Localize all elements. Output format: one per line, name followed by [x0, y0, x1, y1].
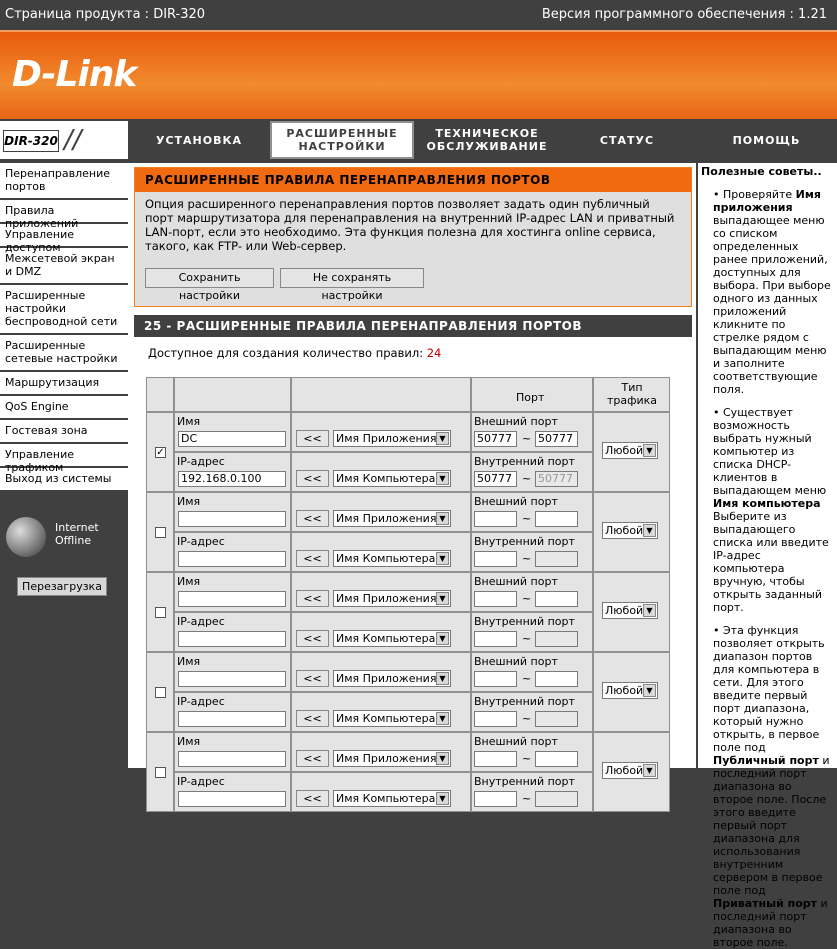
rules-title: 25 - РАСШИРЕННЫЕ ПРАВИЛА ПЕРЕНАПРАВЛЕНИЯ ПОРТОВ [134, 315, 692, 337]
rule-enable-checkbox[interactable] [155, 687, 166, 698]
traffic-type-value: Любой [605, 524, 644, 537]
chevron-down-icon: ▼ [436, 472, 449, 485]
rule-ip-input[interactable] [178, 711, 286, 727]
rule-int-port-cell [471, 452, 593, 492]
chevron-down-icon: ▼ [436, 752, 449, 765]
int-port-label: Внутренний порт [474, 455, 575, 468]
app-name-select[interactable] [333, 670, 451, 687]
header-type-cell [593, 377, 670, 412]
model-name: DIR-320 [3, 130, 59, 152]
ext-port-from-input[interactable] [474, 591, 517, 607]
name-label: Имя [177, 655, 201, 668]
sidebar-item-port-forwarding[interactable]: Перенаправление портов [0, 163, 128, 198]
rule-app-cell [291, 572, 471, 612]
app-name-select-value: Имя Приложения [336, 592, 437, 605]
copy-app-button[interactable]: << [296, 430, 329, 447]
sidebar-item-logout[interactable]: Выход из системы [0, 468, 128, 490]
help-tip-2: • Существует возможность выбрать нужный компьютер из списка DHCP-клиентов в выпадающем меню Имя компьютера Выберите из выпадающего списка или введите IP-адрес компьютера вручную, чтобы открыть заданный порт. [713, 406, 829, 614]
pc-name-select[interactable] [333, 550, 451, 567]
rule-int-port-cell [471, 772, 593, 812]
ext-port-from-input[interactable] [474, 751, 517, 767]
sidebar-item-app-rules[interactable]: Правила приложений [0, 200, 128, 222]
col-port-label: Порт [516, 391, 545, 404]
help-tip-3: • Эта функция позволяет открыть диапазон портов для компьютера в сети. Для этого введите первый порт диапазона, который нужно открыть, в первое поле под Публичный порт и последний порт диапазона во второе поле. После этого введите первый порт диапазона для использования внутренним сервером в первое поле под Приватный порт и последний порт диапазона во второе поле. [713, 624, 830, 949]
rule-name-input[interactable]: DC [178, 431, 286, 447]
pc-name-select[interactable] [333, 790, 451, 807]
model-badge [0, 121, 128, 159]
rule-app-cell [291, 412, 471, 452]
ip-label: IP-адрес [177, 455, 225, 468]
name-label: Имя [177, 575, 201, 588]
rule-pc-cell [291, 612, 471, 652]
rule-name-input[interactable] [178, 591, 286, 607]
copy-pc-button[interactable]: << [296, 790, 329, 807]
tab-setup[interactable]: УСТАНОВКА [155, 133, 243, 147]
rule-name-cell [174, 652, 291, 692]
col-type-label: Тип трафика [606, 381, 658, 407]
int-port-from-input[interactable] [474, 551, 517, 567]
header-cell [291, 377, 471, 412]
traffic-type-select[interactable] [602, 762, 658, 779]
rule-pc-cell [291, 772, 471, 812]
int-port-label: Внутренний порт [474, 615, 575, 628]
ext-port-label: Внешний порт [474, 495, 558, 508]
rule-check-cell [146, 492, 174, 572]
chevron-down-icon: ▼ [643, 444, 656, 457]
pc-name-select[interactable] [333, 710, 451, 727]
pc-name-select[interactable] [333, 630, 451, 647]
chevron-down-icon: ▼ [643, 524, 656, 537]
copy-app-button[interactable]: << [296, 670, 329, 687]
sidebar-item-routing[interactable]: Маршрутизация [0, 372, 128, 394]
chevron-down-icon: ▼ [436, 792, 449, 805]
tab-status[interactable]: СТАТУС [599, 133, 655, 147]
int-port-to-input [535, 711, 578, 727]
rule-ip-input[interactable] [178, 791, 286, 807]
intro-title: РАСШИРЕННЫЕ ПРАВИЛА ПЕРЕНАПРАВЛЕНИЯ ПОРТОВ [135, 168, 691, 192]
rule-name-input[interactable] [178, 511, 286, 527]
app-name-select[interactable] [333, 430, 451, 447]
rule-name-input[interactable] [178, 751, 286, 767]
rule-type-cell [593, 652, 670, 732]
app-name-select-value: Имя Приложения [336, 752, 437, 765]
range-tilde: ~ [522, 672, 532, 685]
copy-pc-button[interactable]: << [296, 710, 329, 727]
chevron-down-icon: ▼ [436, 432, 449, 445]
copy-app-button[interactable]: << [296, 750, 329, 767]
traffic-type-value: Любой [605, 764, 644, 777]
chevron-down-icon: ▼ [436, 712, 449, 725]
int-port-to-input [535, 791, 578, 807]
chevron-down-icon: ▼ [643, 684, 656, 697]
rule-app-cell [291, 492, 471, 532]
globe-icon [6, 517, 46, 557]
ip-label: IP-адрес [177, 775, 225, 788]
rule-pc-cell [291, 452, 471, 492]
int-port-from-input[interactable] [474, 711, 517, 727]
int-port-to-input [535, 551, 578, 567]
dlink-logo: D-Link [12, 54, 137, 95]
range-tilde: ~ [522, 432, 532, 445]
sidebar-item-wireless[interactable]: Расширенные настройки беспроводной сети [0, 285, 128, 333]
rule-ip-cell [174, 772, 291, 812]
header-cell [174, 377, 291, 412]
help-title: Полезные советы.. [701, 165, 822, 178]
rule-type-cell [593, 572, 670, 652]
int-port-to-input [535, 631, 578, 647]
pc-name-select-value: Имя Компьютера [336, 792, 436, 805]
ext-port-to-input[interactable]: 50777 [535, 431, 578, 447]
traffic-type-select[interactable] [602, 602, 658, 619]
app-name-select[interactable] [333, 750, 451, 767]
copy-app-button[interactable]: << [296, 510, 329, 527]
rule-ip-cell [174, 612, 291, 652]
rule-pc-cell [291, 692, 471, 732]
rule-check-cell [146, 652, 174, 732]
copy-app-button[interactable]: << [296, 590, 329, 607]
rule-enable-checkbox[interactable] [155, 767, 166, 778]
ext-port-to-input[interactable] [535, 591, 578, 607]
int-port-label: Внутренний порт [474, 535, 575, 548]
rule-ip-cell [174, 532, 291, 572]
rule-name-cell [174, 732, 291, 772]
rule-app-cell [291, 652, 471, 692]
copy-pc-button[interactable]: << [296, 550, 329, 567]
rule-name-cell [174, 572, 291, 612]
rule-ip-cell [174, 452, 291, 492]
traffic-type-select[interactable] [602, 682, 658, 699]
rule-type-cell [593, 412, 670, 492]
pc-name-select-value: Имя Компьютера [336, 712, 436, 725]
rule-ip-input[interactable] [178, 551, 286, 567]
sidebar-item-qos[interactable]: QoS Engine [0, 396, 128, 418]
pc-name-select-value: Имя Компьютера [336, 632, 436, 645]
rule-int-port-cell [471, 532, 593, 572]
pc-name-select-value: Имя Компьютера [336, 472, 436, 485]
range-tilde: ~ [522, 792, 532, 805]
int-port-from-input[interactable] [474, 791, 517, 807]
sidebar [0, 163, 128, 492]
pc-name-select[interactable] [333, 470, 451, 487]
sidebar-item-network[interactable]: Расширенные сетевые настройки [0, 335, 128, 370]
firmware-label: Версия программного обеспечения : 1.21 [541, 7, 827, 22]
available-count: 24 [426, 346, 442, 360]
help-tip-1: • Проверяйте Имя приложения выпадающее меню со списком определенных ранее приложений, доступных для выбора. При выборе одного из данных приложений кликните по стрелке рядом с выпадающим меню и заполните соответствующие поля. [713, 188, 831, 396]
int-port-label: Внутренний порт [474, 695, 575, 708]
reboot-button[interactable]: Перезагрузка [17, 577, 107, 596]
ip-label: IP-адрес [177, 615, 225, 628]
sidebar-item-firewall[interactable]: Межсетевой экран и DMZ [0, 248, 128, 283]
rule-enable-checkbox[interactable]: ✓ [156, 447, 165, 458]
rule-ext-port-cell [471, 652, 593, 692]
rule-check-cell [146, 732, 174, 812]
copy-pc-button[interactable]: << [296, 470, 329, 487]
app-name-select-value: Имя Приложения [336, 512, 437, 525]
app-name-select-value: Имя Приложения [336, 432, 437, 445]
rule-enable-checkbox[interactable] [155, 607, 166, 618]
intro-box [134, 167, 692, 307]
range-tilde: ~ [522, 472, 532, 485]
save-button[interactable]: Сохранить настройки [145, 268, 274, 288]
banner [0, 30, 837, 119]
traffic-type-value: Любой [605, 604, 644, 617]
ext-port-label: Внешний порт [474, 575, 558, 588]
int-port-to-input: 50777 [535, 471, 578, 487]
rule-name-cell [174, 412, 291, 452]
rule-ip-cell [174, 692, 291, 732]
range-tilde: ~ [522, 592, 532, 605]
ext-port-to-input[interactable] [535, 751, 578, 767]
top-bar [0, 0, 837, 30]
cancel-button[interactable]: Не сохранять настройки [280, 268, 424, 288]
app-name-select-value: Имя Приложения [336, 672, 437, 685]
available-rules: Доступное для создания количество правил: 24 [148, 346, 442, 360]
rule-int-port-cell [471, 692, 593, 732]
rule-ext-port-cell [471, 732, 593, 772]
help-panel [698, 163, 837, 949]
rule-check-cell [146, 572, 174, 652]
internet-status [6, 517, 126, 557]
internet-status-text: Internet Offline [55, 521, 99, 547]
top-nav [0, 119, 837, 161]
range-tilde: ~ [522, 512, 532, 525]
product-name: DIR-320 [153, 7, 206, 22]
ip-label: IP-адрес [177, 535, 225, 548]
chevron-down-icon: ▼ [436, 672, 449, 685]
copy-pc-button[interactable]: << [296, 630, 329, 647]
ext-port-to-input[interactable] [535, 671, 578, 687]
int-port-from-input[interactable] [474, 631, 517, 647]
firmware-version: 1.21 [798, 7, 827, 22]
sidebar-item-traffic[interactable]: Управление трафиком [0, 444, 128, 466]
int-port-from-input[interactable]: 50777 [474, 471, 517, 487]
chevron-down-icon: ▼ [643, 604, 656, 617]
rule-ip-input[interactable] [178, 631, 286, 647]
ext-port-label: Внешний порт [474, 655, 558, 668]
rule-type-cell [593, 732, 670, 812]
ext-port-label: Внешний порт [474, 735, 558, 748]
sidebar-item-guest[interactable]: Гостевая зона [0, 420, 128, 442]
name-label: Имя [177, 415, 201, 428]
ext-port-to-input[interactable] [535, 511, 578, 527]
rule-ext-port-cell [471, 572, 593, 612]
range-tilde: ~ [522, 552, 532, 565]
name-label: Имя [177, 735, 201, 748]
sidebar-item-access-control[interactable]: Управление доступом [0, 224, 128, 246]
chevron-down-icon: ▼ [436, 552, 449, 565]
model-slash: // [64, 125, 82, 155]
rule-check-cell [146, 412, 174, 492]
int-port-label: Внутренний порт [474, 775, 575, 788]
main-content [128, 163, 696, 805]
name-label: Имя [177, 495, 201, 508]
app-name-select[interactable] [333, 590, 451, 607]
chevron-down-icon: ▼ [643, 764, 656, 777]
rule-ip-input[interactable]: 192.168.0.100 [178, 471, 286, 487]
ext-port-from-input[interactable]: 50777 [474, 431, 517, 447]
tab-help[interactable]: ПОМОЩЬ [732, 133, 801, 147]
range-tilde: ~ [522, 632, 532, 645]
rule-app-cell [291, 732, 471, 772]
rule-type-cell [593, 492, 670, 572]
chevron-down-icon: ▼ [436, 592, 449, 605]
traffic-type-select[interactable] [602, 442, 658, 459]
rule-ext-port-cell [471, 492, 593, 532]
rule-int-port-cell [471, 612, 593, 652]
rule-name-cell [174, 492, 291, 532]
traffic-type-select[interactable] [602, 522, 658, 539]
rule-pc-cell [291, 532, 471, 572]
rule-ext-port-cell [471, 412, 593, 452]
rule-enable-checkbox[interactable] [155, 527, 166, 538]
header-port-cell [471, 377, 593, 412]
product-label: Страница продукта : DIR-320 [5, 7, 206, 22]
ext-port-from-input[interactable] [474, 671, 517, 687]
traffic-type-value: Любой [605, 444, 644, 457]
traffic-type-value: Любой [605, 684, 644, 697]
range-tilde: ~ [522, 752, 532, 765]
chevron-down-icon: ▼ [436, 632, 449, 645]
tab-maintenance[interactable]: ТЕХНИЧЕСКОЕ ОБСЛУЖИВАНИЕ [426, 127, 548, 153]
ext-port-from-input[interactable] [474, 511, 517, 527]
range-tilde: ~ [522, 712, 532, 725]
rule-name-input[interactable] [178, 671, 286, 687]
chevron-down-icon: ▼ [436, 512, 449, 525]
app-name-select[interactable] [333, 510, 451, 527]
pc-name-select-value: Имя Компьютера [336, 552, 436, 565]
header-cell [146, 377, 174, 412]
ext-port-label: Внешний порт [474, 415, 558, 428]
tab-advanced[interactable]: РАСШИРЕННЫЕ НАСТРОЙКИ [270, 121, 414, 159]
ip-label: IP-адрес [177, 695, 225, 708]
intro-text: Опция расширенного перенаправления портов позволяет задать один публичный порт маршрутизатора для перенаправления на внутренний IP-адрес LAN и приватный LAN-порт, если это необходимо. Эта функция полезна для хостинга online сервиса, такого, как FTP- или Web-сервер. [145, 197, 675, 253]
